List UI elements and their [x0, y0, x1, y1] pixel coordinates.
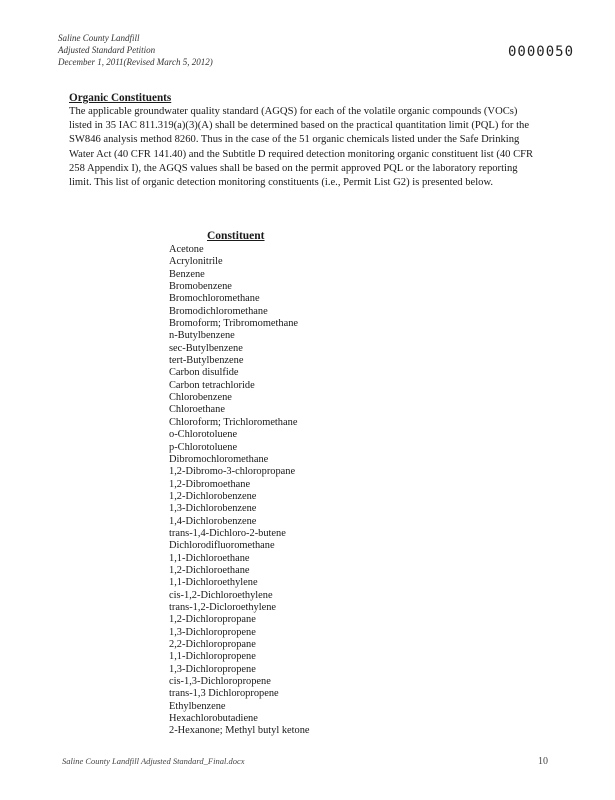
- constituent-item: Carbon tetrachloride: [169, 379, 255, 391]
- organic-constituents-section: [69, 92, 534, 190]
- section-title: Organic Constituents: [69, 92, 172, 104]
- constituent-item: Chloroform; Trichloromethane: [169, 416, 298, 428]
- constituent-item: Dibromochloromethane: [169, 453, 269, 465]
- constituent-item: 1,3-Dichloropropene: [169, 626, 256, 638]
- constituent-item: 1,3-Dichloropropene: [169, 663, 256, 675]
- constituent-item: sec-Butylbenzene: [169, 342, 243, 354]
- constituent-item: tert-Butylbenzene: [169, 355, 244, 367]
- constituent-item: Dichlorodifluoromethane: [169, 540, 275, 552]
- constituent-item: Chlorobenzene: [169, 392, 232, 404]
- constituent-item: Bromoform; Tribromomethane: [169, 318, 299, 330]
- constituent-item: 1,4-Dichlorobenzene: [169, 515, 257, 527]
- document-number-stamp: 0000050: [508, 44, 575, 60]
- constituent-item: trans-1,2-Dicloroethylene: [169, 601, 277, 613]
- constituent-item: Bromodichloromethane: [169, 305, 268, 317]
- constituent-item: 2,2-Dichloropropane: [169, 639, 256, 650]
- constituent-list: [169, 244, 310, 738]
- constituent-item: Carbon disulfide: [169, 367, 239, 379]
- constituent-item: Benzene: [169, 268, 205, 280]
- constituent-item: 1,1-Dichloroethylene: [169, 577, 258, 589]
- constituent-item: cis-1,2-Dichloroethylene: [169, 589, 273, 601]
- constituent-item: Chloroethane: [169, 404, 225, 416]
- footer-filename: Saline County Landfill Adjusted Standard_Final.docx: [62, 756, 245, 766]
- constituent-item: 1,2-Dibromoethane: [169, 478, 251, 490]
- constituent-item: Acetone: [169, 244, 204, 255]
- constituent-item: 1,2-Dichloroethane: [169, 564, 250, 576]
- header-line-2: Adjusted Standard Petition: [58, 45, 156, 55]
- header-line-1: Saline County Landfill: [58, 33, 140, 43]
- constituent-item: 1,2-Dichloropropane: [169, 614, 256, 626]
- header-line-3: December 1, 2011(Revised March 5, 2012): [58, 57, 213, 67]
- constituent-item: 1,3-Dichlorobenzene: [169, 503, 257, 515]
- document-header: [58, 32, 213, 68]
- constituent-item: 1,1-Dichloropropene: [169, 651, 256, 663]
- constituent-column-header: Constituent: [207, 230, 265, 242]
- constituent-item: 2-Hexanone; Methyl butyl ketone: [169, 725, 310, 737]
- constituent-item: Acrylonitrile: [169, 256, 223, 268]
- page-number: 10: [538, 756, 548, 767]
- constituent-item: 1,1-Dichloroethane: [169, 552, 250, 564]
- constituent-item: trans-1,4-Dichloro-2-butene: [169, 527, 286, 539]
- section-body: The applicable groundwater quality standard (AGQS) for each of the volatile organic compounds (VOCs) listed in 35 IAC 811.319(a)(3)(A) shall be determined based on the practical quantitation limit (PQL) for the SW846 analysis method 8260. Thus in the case of the 51 organic chemicals listed under the Safe Drinking Water Act (40 CFR 141.40) and the Subtitle D required detection monitoring organic constituent list (40 CFR 258 Appendix I), the AGQS values shall be based on the permit approved PQL or the laboratory reporting limit. This list of organic detection monitoring constituents (i.e., Permit List G2) is presented below.: [69, 106, 534, 189]
- constituent-item: 1,2-Dibromo-3-chloropropane: [169, 466, 296, 478]
- constituent-item: n-Butylbenzene: [169, 330, 235, 342]
- constituent-item: Hexachlorobutadiene: [169, 713, 258, 725]
- constituent-item: o-Chlorotoluene: [169, 429, 238, 441]
- constituent-item: Bromobenzene: [169, 281, 232, 293]
- constituent-item: Ethylbenzene: [169, 700, 226, 712]
- constituent-item: cis-1,3-Dichloropropene: [169, 676, 271, 688]
- constituent-item: Bromochloromethane: [169, 293, 260, 305]
- constituent-item: 1,2-Dichlorobenzene: [169, 490, 257, 502]
- constituent-item: trans-1,3 Dichloropropene: [169, 688, 279, 700]
- constituent-item: p-Chlorotoluene: [169, 441, 238, 453]
